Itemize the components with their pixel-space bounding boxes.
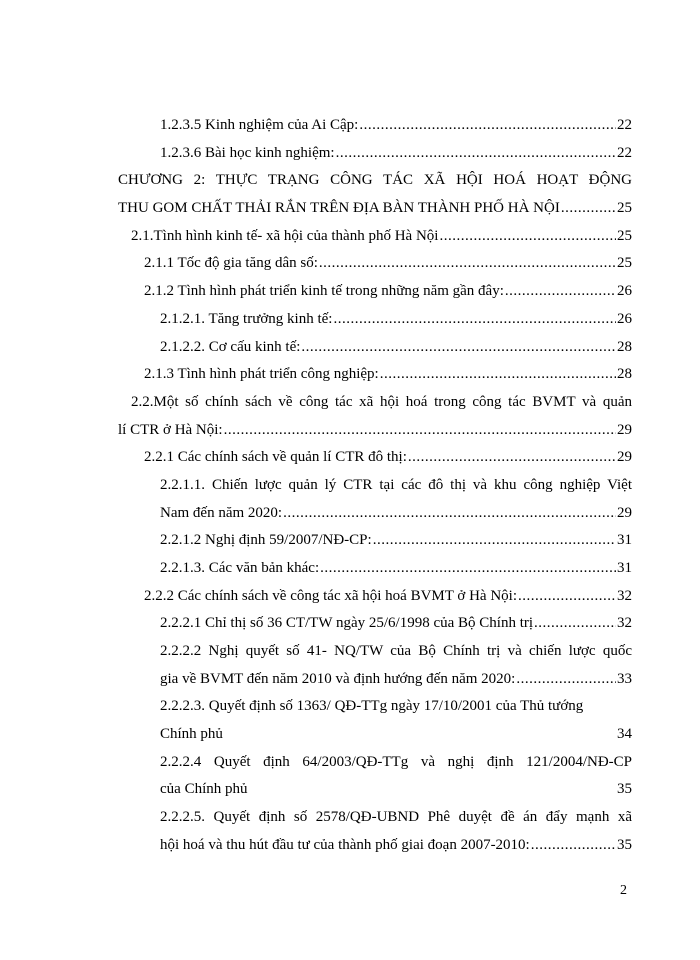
toc-entry xyxy=(118,420,632,440)
toc-entry-text: 2.1.3 Tình hình phát triển công nghiệp: xyxy=(144,366,379,382)
toc-leader-dots xyxy=(505,281,616,301)
toc-entry-text: 2.1.1 Tốc độ gia tăng dân số: xyxy=(144,255,318,271)
toc-entry-wrapped xyxy=(160,752,632,772)
toc-entry-page: 35 xyxy=(617,781,632,797)
toc-entry-text: 2.1.2.1. Tăng trưởng kinh tế: xyxy=(160,311,333,327)
toc-entry xyxy=(144,253,632,273)
toc-entry-page: 22 xyxy=(617,145,632,161)
toc-entry xyxy=(160,835,632,855)
toc-entry xyxy=(160,724,632,744)
toc-entry-text: Chính phủ xyxy=(160,726,223,742)
toc-entry xyxy=(160,530,632,550)
page-number: 2 xyxy=(620,883,627,898)
toc-entry xyxy=(160,337,632,357)
toc-entry-wrapped xyxy=(160,696,632,716)
toc-entry-text: của Chính phủ xyxy=(160,781,248,797)
toc-entry-text: 1.2.3.6 Bài học kinh nghiệm: xyxy=(160,145,335,161)
toc-entry-page: 25 xyxy=(617,200,632,216)
toc-entry-text: Nam đến năm 2020: xyxy=(160,505,283,521)
toc-entry xyxy=(144,281,632,301)
toc-entry-page: 31 xyxy=(617,532,632,548)
toc-leader-dots xyxy=(301,337,616,357)
toc-entry-text: 2.2.2.5. Quyết định số 2578/QĐ-UBND Phê duyệt đề án đẩy mạnh xã xyxy=(160,809,632,825)
toc-leader-dots xyxy=(224,420,616,440)
toc-entry-text: 2.2.1.1. Chiến lược quản lý CTR tại các đô thị và khu công nghiệp Việt xyxy=(160,477,632,493)
toc-entry xyxy=(160,558,632,578)
toc-entry-text: hội hoá và thu hút đầu tư của thành phố giai đoạn 2007-2010: xyxy=(160,837,530,853)
toc-entry-page: 29 xyxy=(617,505,632,521)
toc-chapter-heading xyxy=(118,170,632,190)
toc-entry-page: 26 xyxy=(617,283,632,299)
toc-entry xyxy=(144,586,632,606)
toc-entry xyxy=(160,309,632,329)
toc-entry-page: 34 xyxy=(617,726,632,742)
toc-entry xyxy=(160,779,632,799)
toc-entry-text: 2.1.2 Tình hình phát triển kinh tế trong những năm gần đây: xyxy=(144,283,504,299)
toc-entry xyxy=(160,503,632,523)
toc-entry-text: gia về BVMT đến năm 2010 và định hướng đến năm 2020: xyxy=(160,671,516,687)
toc-leader-dots xyxy=(534,613,616,633)
toc-entry xyxy=(160,669,632,689)
toc-entry-text: 2.2.1.2 Nghị định 59/2007/NĐ-CP: xyxy=(160,532,372,548)
toc-entry-text: 2.2.2.3. Quyết định số 1363/ QĐ-TTg ngày 17/10/2001 của Thủ tướng xyxy=(160,698,584,714)
toc-entry-text: 2.2.2.4 Quyết định 64/2003/QĐ-TTg và nghị định 121/2004/NĐ-CP xyxy=(160,754,632,770)
toc-leader-dots xyxy=(373,530,616,550)
toc-leader-dots xyxy=(518,586,616,606)
toc-entry-text: 2.2.2.1 Chỉ thị số 36 CT/TW ngày 25/6/1998 của Bộ Chính trị xyxy=(160,615,534,631)
toc-entry-page: 28 xyxy=(617,366,632,382)
toc-leader-dots xyxy=(408,447,616,467)
toc-leader-dots xyxy=(531,835,616,855)
toc-entry-wrapped xyxy=(131,392,632,412)
toc-entry xyxy=(160,143,632,163)
toc-entry-text: 2.1.Tình hình kinh tế- xã hội của thành phố Hà Nội xyxy=(131,228,439,244)
toc-entry-page: 29 xyxy=(617,422,632,438)
toc-entry xyxy=(160,115,632,135)
toc-entry-page: 31 xyxy=(617,560,632,576)
toc-leader-dots xyxy=(336,143,616,163)
toc-entry-text: 2.2.1 Các chính sách về quản lí CTR đô thị: xyxy=(144,449,407,465)
toc-entry xyxy=(144,447,632,467)
toc-entry-text: lí CTR ở Hà Nội: xyxy=(118,422,223,438)
toc-entry-page: 25 xyxy=(617,255,632,271)
toc-entry-page: 22 xyxy=(617,117,632,133)
toc-entry-page: 32 xyxy=(617,588,632,604)
toc-entry-text: 2.2.2 Các chính sách về công tác xã hội hoá BVMT ở Hà Nội: xyxy=(144,588,517,604)
toc-entry-wrapped xyxy=(160,807,632,827)
toc-entry-page: 26 xyxy=(617,311,632,327)
toc-entry-text: CHƯƠNG 2: THỰC TRẠNG CÔNG TÁC XÃ HỘI HOÁ HOẠT ĐỘNG xyxy=(118,172,632,188)
toc-leader-dots xyxy=(561,198,616,218)
toc-entry-text: 2.2.1.3. Các văn bản khác: xyxy=(160,560,320,576)
toc-leader-dots xyxy=(380,364,616,384)
toc-leader-dots xyxy=(320,558,616,578)
toc-entry-wrapped xyxy=(160,475,632,495)
toc-entry-text: 2.1.2.2. Cơ cấu kinh tế: xyxy=(160,339,301,355)
toc-entry-page: 32 xyxy=(617,615,632,631)
toc-entry-page: 35 xyxy=(617,837,632,853)
toc-entry-page: 33 xyxy=(617,671,632,687)
toc-entry-text: 2.2.2.2 Nghị quyết số 41- NQ/TW của Bộ Chính trị và chiến lược quốc xyxy=(160,643,632,659)
toc-entry-text: THU GOM CHẤT THẢI RẮN TRÊN ĐỊA BÀN THÀNH PHỐ HÀ NỘI xyxy=(118,200,560,216)
toc-entry xyxy=(160,613,632,633)
toc-entry-text: 2.2.Một số chính sách về công tác xã hội hoá trong công tác BVMT và quản xyxy=(131,394,632,410)
toc-leader-dots xyxy=(516,669,616,689)
toc-leader-dots xyxy=(283,503,616,523)
toc-leader-dots xyxy=(319,253,616,273)
toc-entry xyxy=(118,198,632,218)
toc-leader-dots xyxy=(359,115,616,135)
toc-entry-text: 1.2.3.5 Kinh nghiệm của Ai Cập: xyxy=(160,117,359,133)
toc-entry-page: 28 xyxy=(617,339,632,355)
toc-leader-dots xyxy=(439,226,616,246)
toc-leader-dots xyxy=(333,309,616,329)
toc-entry xyxy=(144,364,632,384)
toc-entry xyxy=(131,226,632,246)
toc-entry-page: 25 xyxy=(617,228,632,244)
toc-entry-page: 29 xyxy=(617,449,632,465)
toc-entry-wrapped xyxy=(160,641,632,661)
